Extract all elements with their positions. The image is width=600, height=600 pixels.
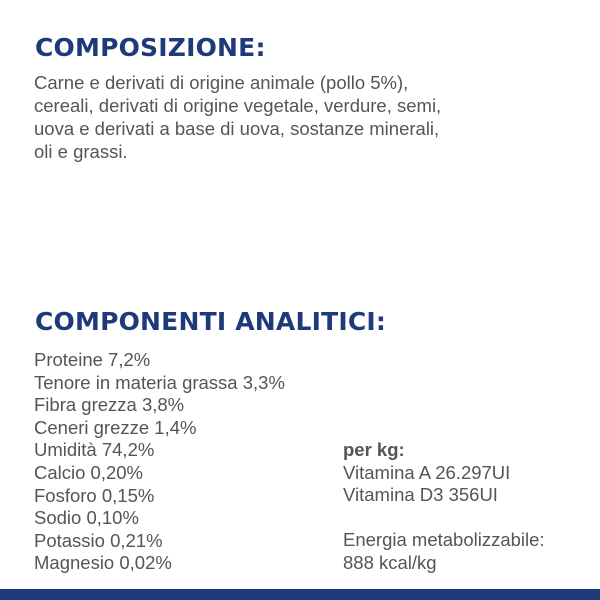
energy-value: 888 kcal/kg bbox=[343, 551, 437, 573]
analytical-heading: COMPONENTI ANALITICI: bbox=[35, 307, 387, 336]
composition-line: oli e grassi. bbox=[34, 141, 128, 162]
analytical-item: Potassio 0,21% bbox=[34, 529, 163, 551]
energy-label: Energia metabolizzabile: bbox=[343, 529, 545, 551]
composition-heading: COMPOSIZIONE: bbox=[35, 33, 266, 62]
analytical-item: Calcio 0,20% bbox=[34, 461, 144, 483]
vitamin-a-value: Vitamina A 26.297UI bbox=[343, 461, 511, 483]
per-kg-block bbox=[343, 439, 545, 575]
analytical-item: Proteine 7,2% bbox=[34, 349, 151, 370]
analytical-item: Tenore in materia grassa 3,3% bbox=[34, 371, 285, 393]
per-kg-label: per kg: bbox=[343, 439, 405, 460]
analytical-item: Magnesio 0,02% bbox=[34, 552, 172, 574]
analytical-item: Fosforo 0,15% bbox=[34, 484, 155, 506]
spacer bbox=[343, 507, 545, 530]
vitamin-d3-value: Vitamina D3 356UI bbox=[343, 484, 498, 506]
composition-text bbox=[34, 71, 574, 163]
analytical-item: Umidità 74,2% bbox=[34, 439, 155, 461]
analytical-item: Ceneri grezze 1,4% bbox=[34, 416, 197, 438]
analytical-item: Fibra grezza 3,8% bbox=[34, 394, 185, 416]
analytical-item: Sodio 0,10% bbox=[34, 507, 139, 529]
composition-line: Carne e derivati di origine animale (pollo 5%), bbox=[34, 72, 409, 93]
bottom-bar bbox=[0, 589, 600, 600]
analytical-list bbox=[34, 349, 285, 575]
composition-line: uova e derivati a base di uova, sostanze minerali, bbox=[34, 118, 440, 139]
composition-line: cereali, derivati di origine vegetale, verdure, semi, bbox=[34, 95, 442, 116]
